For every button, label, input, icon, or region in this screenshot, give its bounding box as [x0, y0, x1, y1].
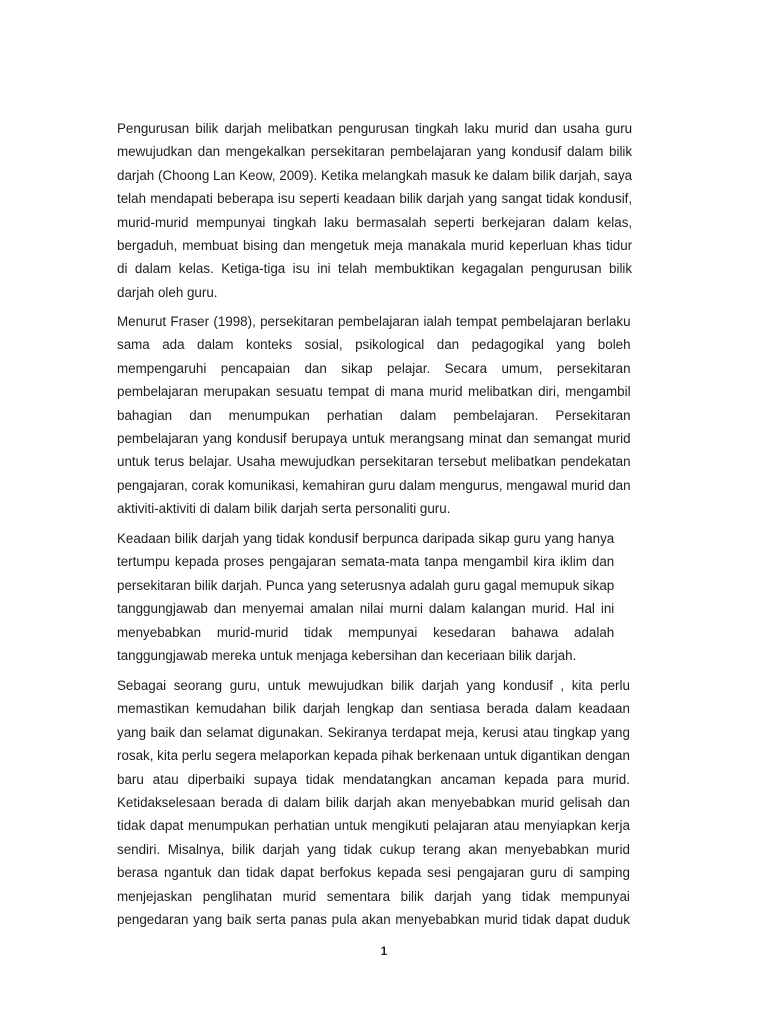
text-line: tidak dapat menumpukan perhatian untuk mengikuti pelajaran atau menyiapkan kerja	[117, 818, 630, 834]
text-line: pembelajaran yang kondusif berupaya untuk merangsang minat dan semangat murid	[117, 431, 631, 447]
text-line: rosak, kita perlu segera melaporkan kepada pihak berkenaan untuk digantikan dengan	[117, 748, 630, 764]
text-line: pembelajaran merupakan sesuatu tempat di mana murid melibatkan diri, mengambil	[117, 384, 631, 400]
paragraph-1	[117, 117, 632, 304]
text-line: yang baik dan selamat digunakan. Sekiranya terdapat meja, kerusi atau tingkap yang	[117, 724, 630, 740]
text-line: tanggungjawab mereka untuk menjaga kebersihan dan keceriaan bilik darjah.	[117, 648, 577, 664]
text-line: Keadaan bilik darjah yang tidak kondusif berpunca daripada sikap guru yang hanya	[117, 531, 615, 546]
text-line: menyebabkan murid-murid tidak mempunyai kesedaran bahawa adalah	[117, 624, 615, 640]
text-line: darjah (Choong Lan Keow, 2009). Ketika melangkah masuk ke dalam bilik darjah, saya	[117, 167, 633, 183]
text-line: di dalam kelas. Ketiga-tiga isu ini telah membuktikan kegagalan pengurusan bilik	[117, 261, 633, 277]
text-line: tertumpu kepada proses pengajaran semata-mata tanpa mengambil kira iklim dan	[117, 554, 615, 570]
text-line: darjah oleh guru.	[117, 284, 218, 300]
text-line: baru atau diperbaiki supaya tidak mendatangkan ancaman kepada para murid.	[117, 771, 630, 787]
text-line: tanggungjawab dan menyemai amalan nilai murni dalam kalangan murid. Hal ini	[117, 601, 615, 617]
text-line: bahagian dan menumpukan perhatian dalam pembelajaran. Persekitaran	[117, 407, 631, 423]
text-line: telah mendapati beberapa isu seperti keadaan bilik darjah yang sangat tidak kondusif,	[117, 191, 633, 207]
text-line: pengajaran, corak komunikasi, kemahiran guru dalam mengurus, mengawal murid dan	[117, 477, 631, 493]
paragraph-3	[117, 527, 614, 667]
paragraph-2	[117, 310, 631, 521]
text-line: sendiri. Misalnya, bilik darjah yang tidak cukup terang akan menyebabkan murid	[117, 841, 630, 857]
text-line: bergaduh, membuat bising dan mengetuk meja manakala murid keperluan khas tidur	[117, 238, 633, 254]
text-line: Menurut Fraser (1998), persekitaran pembelajaran ialah tempat pembelajaran berlaku	[117, 314, 631, 329]
text-line: berasa ngantuk dan tidak dapat berfokus kepada sesi pengajaran guru di samping	[117, 865, 630, 881]
text-line: mewujudkan dan mengekalkan persekitaran pembelajaran yang kondusif dalam bilik	[117, 144, 633, 160]
text-line: untuk terus belajar. Usaha mewujudkan persekitaran tersebut melibatkan pendekatan	[117, 454, 631, 470]
text-line: pengedaran yang baik serta panas pula akan menyebabkan murid tidak dapat duduk	[117, 912, 630, 928]
text-line: sama ada dalam konteks sosial, psikological dan pedagogikal yang boleh	[117, 337, 631, 353]
text-line: murid-murid mempunyai tingkah laku bermasalah seperti berkejaran dalam kelas,	[117, 214, 633, 230]
page-number: 1	[380, 946, 388, 958]
paragraph-4	[117, 674, 630, 931]
text-line: memastikan kemudahan bilik darjah lengkap dan sentiasa berada dalam keadaan	[117, 701, 630, 717]
text-line: Sebagai seorang guru, untuk mewujudkan bilik darjah yang kondusif , kita perlu	[117, 678, 630, 693]
text-line: Pengurusan bilik darjah melibatkan pengurusan tingkah laku murid dan usaha guru	[117, 121, 633, 136]
text-line: Ketidakselesaan berada di dalam bilik darjah akan menyebabkan murid gelisah dan	[117, 795, 630, 811]
text-line: persekitaran bilik darjah. Punca yang seterusnya adalah guru gagal memupuk sikap	[117, 577, 615, 593]
text-line: aktiviti-aktiviti di dalam bilik darjah serta personaliti guru.	[117, 501, 451, 517]
text-line: mempengaruhi pencapaian dan sikap pelajar. Secara umum, persekitaran	[117, 360, 631, 376]
text-line: menjejaskan penglihatan murid sementara bilik darjah yang tidak mempunyai	[117, 888, 630, 904]
